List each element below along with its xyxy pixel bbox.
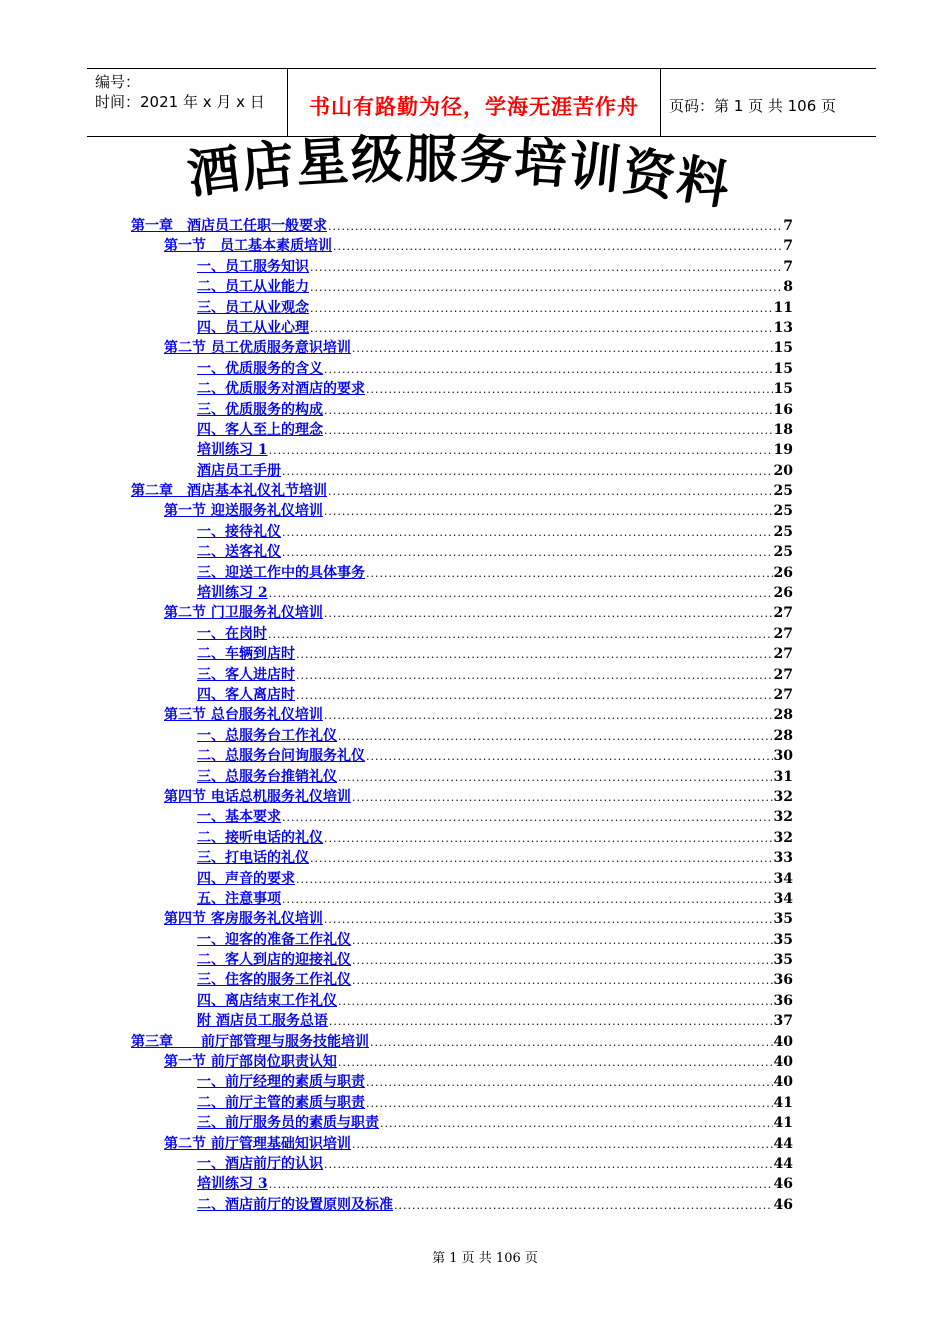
toc-entry[interactable] — [131, 1011, 793, 1031]
toc-entry-label[interactable]: 酒店员工手册 — [197, 462, 281, 479]
toc-entry[interactable] — [131, 909, 793, 929]
toc-entry-label[interactable]: 二、送客礼仪 — [197, 544, 281, 561]
toc-dot-leader — [366, 380, 773, 400]
toc-dot-leader — [282, 523, 773, 543]
toc-dot-leader — [296, 645, 773, 665]
toc-entry[interactable] — [131, 1093, 793, 1113]
header-page-label: 页码：第 1 页 共 106 页 — [669, 97, 837, 115]
document-time-label: 时间：2021 年 x 月 x 日 — [95, 93, 265, 111]
toc-entry-page: 44 — [773, 1155, 793, 1172]
toc-entry-page: 46 — [773, 1176, 793, 1193]
header-meta — [87, 69, 288, 136]
toc-entry[interactable] — [131, 481, 793, 501]
toc-dot-leader — [324, 706, 773, 726]
toc-dot-leader — [366, 747, 773, 767]
toc-entry-label[interactable]: 第二章 酒店基本礼仪礼节培训 — [131, 483, 327, 500]
toc-entry-page: 8 — [783, 279, 793, 296]
toc-entry[interactable] — [131, 257, 793, 277]
toc-entry[interactable] — [131, 665, 793, 685]
toc-entry[interactable] — [131, 359, 793, 379]
toc-entry-page: 27 — [773, 666, 793, 683]
toc-entry-label[interactable]: 培训练习 2 — [197, 585, 268, 602]
toc-dot-leader — [310, 319, 773, 339]
toc-entry[interactable] — [131, 685, 793, 705]
toc-entry[interactable] — [131, 1195, 793, 1215]
toc-entry-label[interactable]: 一、酒店前厅的认识 — [197, 1155, 323, 1172]
toc-dot-leader — [269, 441, 773, 461]
toc-entry-page: 40 — [773, 1033, 793, 1050]
toc-entry-page: 26 — [773, 564, 793, 581]
toc-entry[interactable] — [131, 440, 793, 460]
toc-entry-label[interactable]: 一、迎客的准备工作礼仪 — [197, 931, 351, 948]
toc-entry[interactable] — [131, 338, 793, 358]
toc-entry-page: 27 — [773, 686, 793, 703]
toc-dot-leader — [338, 992, 773, 1012]
toc-dot-leader — [366, 1094, 773, 1114]
toc-entry[interactable] — [131, 583, 793, 603]
table-of-contents — [131, 216, 793, 1215]
toc-entry-label[interactable]: 四、客人离店时 — [197, 686, 295, 703]
toc-dot-leader — [310, 258, 782, 278]
toc-entry[interactable] — [131, 1052, 793, 1072]
toc-entry[interactable] — [131, 767, 793, 787]
toc-dot-leader — [296, 870, 773, 890]
toc-entry-label[interactable]: 第一节 前厅部岗位职责认知 — [164, 1054, 337, 1071]
toc-entry-page: 28 — [773, 707, 793, 724]
toc-dot-leader — [328, 217, 782, 237]
toc-entry-page: 32 — [773, 809, 793, 826]
toc-entry[interactable] — [131, 705, 793, 725]
toc-entry-page: 34 — [773, 890, 793, 907]
toc-entry[interactable] — [131, 828, 793, 848]
toc-entry[interactable] — [131, 318, 793, 338]
toc-dot-leader — [296, 686, 773, 706]
toc-entry-label[interactable]: 三、打电话的礼仪 — [197, 850, 309, 867]
toc-entry-label[interactable]: 附 酒店员工服务总语 — [197, 1013, 328, 1030]
toc-entry[interactable] — [131, 501, 793, 521]
toc-entry-page: 7 — [783, 238, 793, 255]
toc-entry-page: 15 — [773, 360, 793, 377]
toc-dot-leader — [324, 910, 773, 930]
toc-entry-page: 44 — [773, 1135, 793, 1152]
toc-entry-label[interactable]: 二、前厅主管的素质与职责 — [197, 1094, 365, 1111]
toc-entry-page: 30 — [773, 748, 793, 765]
toc-entry[interactable] — [131, 991, 793, 1011]
toc-dot-leader — [366, 564, 773, 584]
toc-entry[interactable] — [131, 1072, 793, 1092]
toc-entry-page: 41 — [773, 1115, 793, 1132]
toc-entry-label[interactable]: 二、优质服务对酒店的要求 — [197, 381, 365, 398]
toc-entry-label[interactable]: 五、注意事项 — [197, 890, 281, 907]
toc-entry-page: 7 — [783, 258, 793, 275]
toc-entry[interactable] — [131, 277, 793, 297]
document-title: 酒店星级服务培训资料 — [184, 129, 736, 218]
toc-entry[interactable] — [131, 726, 793, 746]
toc-entry[interactable] — [131, 298, 793, 318]
toc-entry[interactable] — [131, 848, 793, 868]
toc-entry-page: 41 — [773, 1094, 793, 1111]
toc-entry-page: 36 — [773, 992, 793, 1009]
toc-entry-page: 36 — [773, 972, 793, 989]
toc-entry[interactable] — [131, 1032, 793, 1052]
toc-entry-label[interactable]: 第二节 员工优质服务意识培训 — [164, 340, 351, 357]
toc-entry-label[interactable]: 一、员工服务知识 — [197, 258, 309, 275]
toc-entry-page: 31 — [773, 768, 793, 785]
page-header — [87, 68, 876, 137]
toc-entry[interactable] — [131, 787, 793, 807]
toc-entry-label[interactable]: 一、优质服务的含义 — [197, 360, 323, 377]
toc-entry[interactable] — [131, 746, 793, 766]
toc-dot-leader — [333, 237, 782, 257]
toc-entry-page: 33 — [773, 850, 793, 867]
toc-dot-leader — [282, 462, 773, 482]
toc-entry-label[interactable]: 培训练习 1 — [197, 442, 268, 459]
toc-entry-page: 15 — [773, 340, 793, 357]
toc-dot-leader — [310, 278, 782, 298]
toc-entry-label[interactable]: 一、总服务台工作礼仪 — [197, 727, 337, 744]
toc-dot-leader — [352, 339, 773, 359]
toc-entry-label[interactable]: 四、离店结束工作礼仪 — [197, 992, 337, 1009]
toc-entry-page: 28 — [773, 727, 793, 744]
toc-entry[interactable] — [131, 807, 793, 827]
toc-entry-label[interactable]: 第一节 员工基本素质培训 — [164, 238, 332, 255]
page-footer: 第 1 页 共 106 页 — [432, 1251, 538, 1266]
toc-entry[interactable] — [131, 1154, 793, 1174]
toc-entry-page: 32 — [773, 788, 793, 805]
toc-dot-leader — [352, 971, 773, 991]
document-title-wordart — [180, 129, 780, 218]
toc-entry-label[interactable]: 第一章 酒店员工任职一般要求 — [131, 218, 327, 234]
toc-entry-label[interactable]: 四、声音的要求 — [197, 870, 295, 887]
toc-dot-leader — [282, 543, 773, 563]
toc-entry-label[interactable]: 二、车辆到店时 — [197, 646, 295, 663]
toc-entry-label[interactable]: 二、酒店前厅的设置原则及标准 — [197, 1196, 393, 1213]
toc-entry-label[interactable]: 三、客人进店时 — [197, 666, 295, 683]
document-number-label: 编号： — [95, 73, 141, 91]
toc-dot-leader — [352, 951, 773, 971]
toc-entry-page: 25 — [773, 503, 793, 520]
toc-dot-leader — [338, 768, 773, 788]
toc-entry-label[interactable]: 培训练习 3 — [197, 1176, 268, 1193]
toc-dot-leader — [328, 482, 773, 502]
toc-entry-page: 35 — [773, 952, 793, 969]
toc-entry[interactable] — [131, 236, 793, 256]
toc-dot-leader — [268, 625, 773, 645]
toc-entry[interactable] — [131, 563, 793, 583]
toc-entry-page: 7 — [783, 218, 793, 234]
toc-entry-page: 25 — [773, 544, 793, 561]
toc-entry-label[interactable]: 一、在岗时 — [197, 625, 267, 642]
toc-entry-page: 13 — [773, 319, 793, 336]
toc-entry[interactable] — [131, 461, 793, 481]
toc-dot-leader — [282, 808, 773, 828]
toc-entry-page: 35 — [773, 911, 793, 928]
toc-entry-label[interactable]: 四、员工从业心理 — [197, 319, 309, 336]
toc-dot-leader — [324, 1155, 773, 1175]
toc-entry-page: 26 — [773, 585, 793, 602]
toc-entry[interactable] — [131, 1113, 793, 1133]
toc-dot-leader — [324, 360, 773, 380]
toc-entry-label[interactable]: 三、优质服务的构成 — [197, 401, 323, 418]
toc-entry[interactable] — [131, 379, 793, 399]
toc-entry[interactable] — [131, 869, 793, 889]
toc-entry-label[interactable]: 第二节 前厅管理基础知识培训 — [164, 1135, 351, 1152]
toc-entry-page: 46 — [773, 1196, 793, 1213]
toc-entry[interactable] — [131, 1134, 793, 1154]
toc-entry[interactable] — [131, 400, 793, 420]
toc-entry[interactable] — [131, 603, 793, 623]
toc-dot-leader — [324, 421, 773, 441]
toc-entry-label[interactable]: 二、总服务台问询服务礼仪 — [197, 748, 365, 765]
toc-entry-label[interactable]: 第二节 门卫服务礼仪培训 — [164, 605, 323, 622]
toc-dot-leader — [296, 666, 773, 686]
toc-entry-page: 27 — [773, 605, 793, 622]
toc-entry-page: 19 — [773, 442, 793, 459]
toc-dot-leader — [352, 931, 773, 951]
toc-entry-label[interactable]: 三、迎送工作中的具体事务 — [197, 564, 365, 581]
toc-dot-leader — [324, 502, 773, 522]
toc-entry-page: 32 — [773, 829, 793, 846]
toc-entry[interactable] — [131, 420, 793, 440]
toc-dot-leader — [380, 1114, 773, 1134]
toc-entry-page: 11 — [773, 299, 793, 316]
toc-entry[interactable] — [131, 216, 793, 236]
toc-entry[interactable] — [131, 542, 793, 562]
toc-entry[interactable] — [131, 1174, 793, 1194]
toc-dot-leader — [324, 604, 773, 624]
toc-dot-leader — [352, 1135, 773, 1155]
toc-entry[interactable] — [131, 970, 793, 990]
toc-entry[interactable] — [131, 624, 793, 644]
toc-entry-page: 40 — [773, 1074, 793, 1091]
toc-entry-page: 34 — [773, 870, 793, 887]
toc-dot-leader — [282, 890, 773, 910]
toc-dot-leader — [310, 849, 773, 869]
toc-entry-label[interactable]: 四、客人至上的理念 — [197, 421, 323, 438]
toc-entry-label[interactable]: 第四节 电话总机服务礼仪培训 — [164, 788, 351, 805]
toc-entry-label[interactable]: 一、基本要求 — [197, 809, 281, 826]
toc-entry-label[interactable]: 一、前厅经理的素质与职责 — [197, 1074, 365, 1091]
toc-entry-label[interactable]: 三、总服务台推销礼仪 — [197, 768, 337, 785]
toc-entry[interactable] — [131, 950, 793, 970]
toc-dot-leader — [324, 401, 773, 421]
toc-entry-page: 35 — [773, 931, 793, 948]
toc-entry[interactable] — [131, 522, 793, 542]
toc-dot-leader — [338, 727, 773, 747]
toc-entry-label[interactable]: 三、前厅服务员的素质与职责 — [197, 1115, 379, 1132]
toc-entry-page: 20 — [773, 462, 793, 479]
toc-entry-label[interactable]: 第一节 迎送服务礼仪培训 — [164, 503, 323, 520]
toc-dot-leader — [366, 1073, 773, 1093]
toc-entry-label[interactable]: 三、员工从业观念 — [197, 299, 309, 316]
toc-entry-label[interactable]: 第三章 前厅部管理与服务技能培训 — [131, 1033, 369, 1050]
toc-dot-leader — [329, 1012, 773, 1032]
toc-entry-page: 15 — [773, 381, 793, 398]
toc-dot-leader — [269, 1175, 773, 1195]
toc-entry-page: 27 — [773, 646, 793, 663]
toc-entry-label[interactable]: 一、接待礼仪 — [197, 523, 281, 540]
toc-entry-label[interactable]: 二、客人到店的迎接礼仪 — [197, 952, 351, 969]
toc-entry-label[interactable]: 第三节 总台服务礼仪培训 — [164, 707, 323, 724]
toc-entry-page: 37 — [773, 1013, 793, 1030]
toc-entry[interactable] — [131, 644, 793, 664]
toc-entry-page: 40 — [773, 1054, 793, 1071]
toc-dot-leader — [324, 829, 773, 849]
toc-entry-label[interactable]: 二、员工从业能力 — [197, 279, 309, 296]
toc-entry-page: 25 — [773, 483, 793, 500]
toc-dot-leader — [269, 584, 773, 604]
toc-entry-page: 25 — [773, 523, 793, 540]
toc-entry-page: 18 — [773, 421, 793, 438]
toc-entry[interactable] — [131, 930, 793, 950]
toc-entry-label[interactable]: 三、住客的服务工作礼仪 — [197, 972, 351, 989]
header-slogan: 书山有路勤为径，学海无涯苦作舟 — [288, 69, 661, 136]
toc-dot-leader — [310, 299, 773, 319]
toc-entry-page: 27 — [773, 625, 793, 642]
toc-dot-leader — [370, 1033, 773, 1053]
toc-entry[interactable] — [131, 889, 793, 909]
toc-entry-label[interactable]: 第四节 客房服务礼仪培训 — [164, 911, 323, 928]
toc-dot-leader — [352, 788, 773, 808]
toc-entry-page: 16 — [773, 401, 793, 418]
toc-dot-leader — [338, 1053, 773, 1073]
toc-dot-leader — [394, 1196, 773, 1216]
toc-entry-label[interactable]: 二、接听电话的礼仪 — [197, 829, 323, 846]
